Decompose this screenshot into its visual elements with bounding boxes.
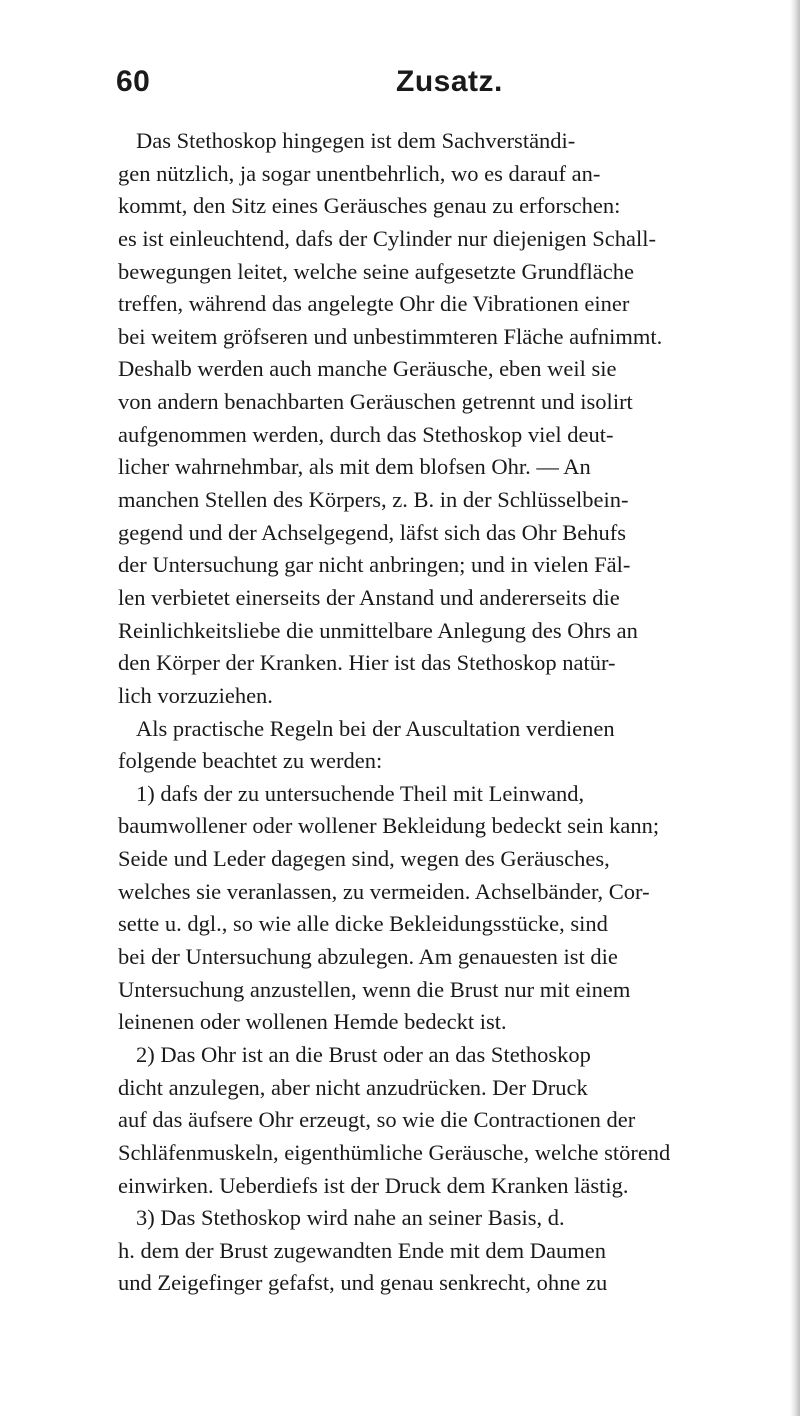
text-line: leinenen oder wollenen Hemde bedeckt ist. xyxy=(118,1009,507,1035)
text-line: manchen Stellen des Körpers, z. B. in der Schlüsselbein- xyxy=(118,487,629,513)
text-line: Als practische Regeln bei der Auscultation verdienen xyxy=(136,715,615,741)
text-line: gegend und der Achselgegend, läfst sich das Ohr Behufs xyxy=(118,519,626,545)
text-line: folgende beachtet zu werden: xyxy=(118,748,383,774)
text-line: 3) Das Stethoskop wird nahe an seiner Basis, d. xyxy=(136,1205,565,1231)
text-line: aufgenommen werden, durch das Stethoskop viel deut- xyxy=(118,421,614,447)
text-line: auf das äufsere Ohr erzeugt, so wie die Contractionen der xyxy=(118,1107,636,1133)
text-line: der Untersuchung gar nicht anbringen; und in vielen Fäl- xyxy=(118,552,631,578)
text-line: dicht anzulegen, aber nicht anzudrücken. Der Druck xyxy=(118,1074,588,1100)
page-number: 60 xyxy=(116,65,151,98)
text-line: len verbietet einerseits der Anstand und andererseits die xyxy=(118,584,620,610)
running-head: Zusatz. xyxy=(396,65,503,98)
text-line: Seide und Leder dagegen sind, wegen des Geräusches, xyxy=(118,846,610,872)
text-line: welches sie veranlassen, zu vermeiden. Achselbänder, Cor- xyxy=(118,878,650,904)
text-line: 2) Das Ohr ist an die Brust oder an das Stethoskop xyxy=(136,1041,591,1067)
text-line: von andern benachbarten Geräuschen getrennt und isolirt xyxy=(118,389,633,415)
text-line: Reinlichkeitsliebe die unmittelbare Anlegung des Ohrs an xyxy=(118,617,638,643)
text-line: Schläfenmuskeln, eigenthümliche Geräusche, welche störend xyxy=(118,1139,671,1165)
text-line: es ist einleuchtend, dafs der Cylinder nur diejenigen Schall- xyxy=(118,225,656,251)
text-line: bei weitem gröfseren und unbestimmteren Fläche aufnimmt. xyxy=(118,323,663,349)
text-line: Das Stethoskop hingegen ist dem Sachverständi- xyxy=(136,128,576,153)
text-line: Deshalb werden auch manche Geräusche, eben weil sie xyxy=(118,356,617,382)
body-text xyxy=(118,125,758,1300)
text-line: treffen, während das angelegte Ohr die Vibrationen einer xyxy=(118,291,630,317)
text-line: baumwollener oder wollener Bekleidung bedeckt sein kann; xyxy=(118,813,660,839)
text-line: licher wahrnehmbar, als mit dem blofsen Ohr. — An xyxy=(118,454,591,480)
text-line: bei der Untersuchung abzulegen. Am genauesten ist die xyxy=(118,944,618,970)
text-line: h. dem der Brust zugewandten Ende mit dem Daumen xyxy=(118,1237,606,1263)
text-line: gen nützlich, ja sogar unentbehrlich, wo es darauf an- xyxy=(118,160,601,186)
text-line: lich vorzuziehen. xyxy=(118,682,273,708)
text-line: den Körper der Kranken. Hier ist das Stethoskop natür- xyxy=(118,650,616,676)
text-line: 1) dafs der zu untersuchende Theil mit Leinwand, xyxy=(136,780,585,806)
text-line: und Zeigefinger gefafst, und genau senkrecht, ohne zu xyxy=(118,1270,608,1296)
text-line: einwirken. Ueberdiefs ist der Druck dem Kranken lästig. xyxy=(118,1172,629,1198)
text-line: kommt, den Sitz eines Geräusches genau zu erforschen: xyxy=(118,193,621,219)
page-edge xyxy=(790,0,800,1416)
page-header xyxy=(116,62,716,102)
text-line: bewegungen leitet, welche seine aufgesetzte Grundfläche xyxy=(118,258,635,284)
text-line: Untersuchung anzustellen, wenn die Brust nur mit einem xyxy=(118,976,631,1002)
text-line: sette u. dgl., so wie alle dicke Bekleidungsstücke, sind xyxy=(118,911,608,937)
